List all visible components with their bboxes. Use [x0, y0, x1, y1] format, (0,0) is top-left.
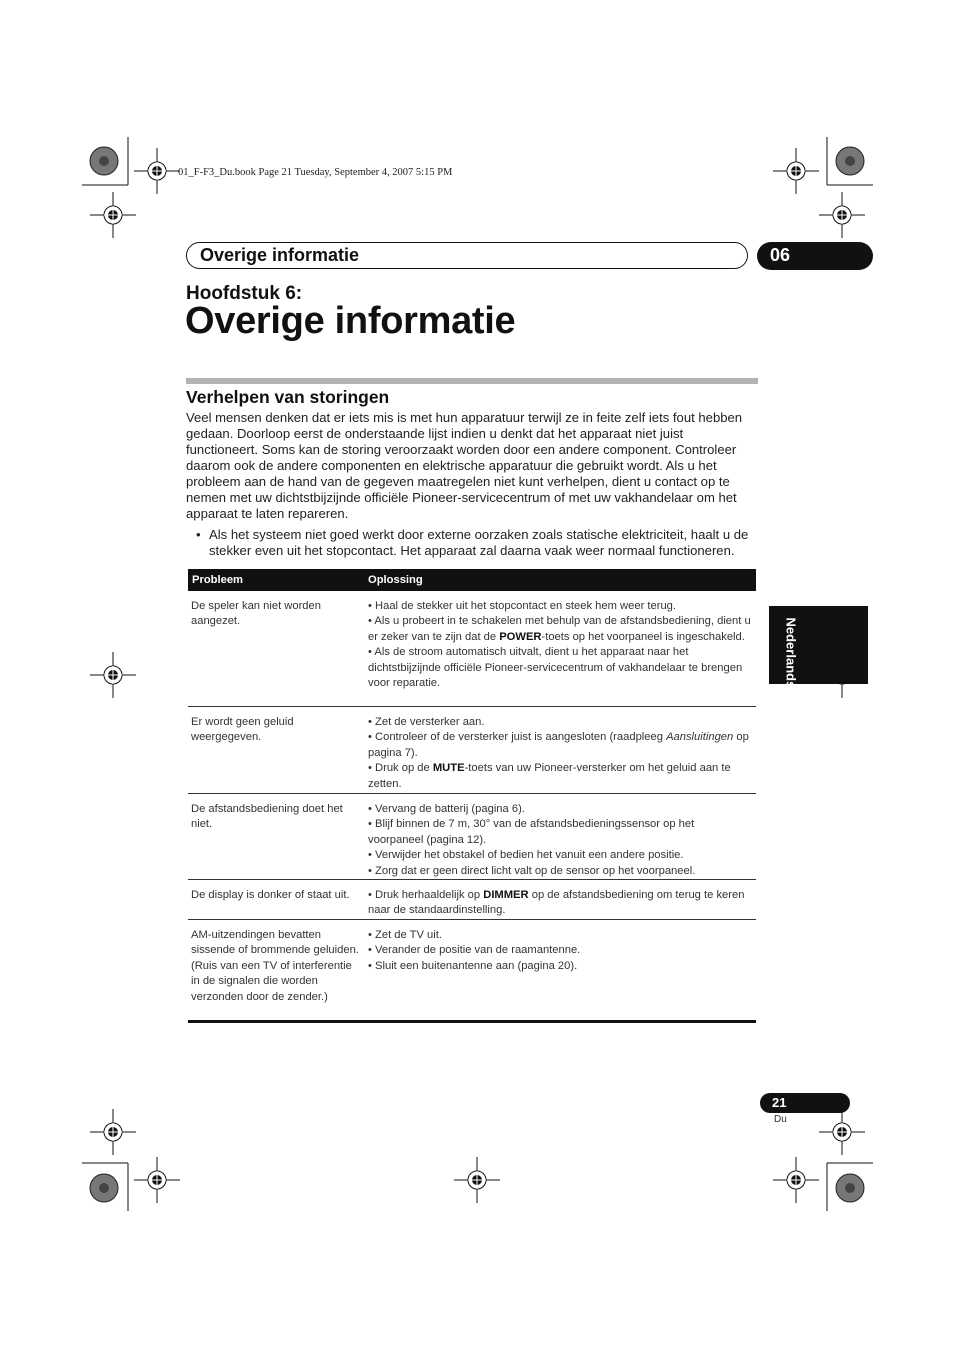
- solution-item: • Haal de stekker uit het stopcontact en steek hem weer terug.: [368, 600, 677, 612]
- solution-cell: [365, 715, 756, 793]
- intro-line: gedaan. Doorloop eerst de onderstaande lijst indien u denkt dat het apparaat niet juist: [186, 426, 684, 441]
- solution-item: • Zet de TV uit.: [368, 929, 442, 941]
- solution-item: • Blijf binnen de 7 m, 30° van de afstandsbedieningssensor op het voorpaneel (pagina 12).: [368, 818, 695, 846]
- table-row: [188, 920, 756, 1023]
- page-number: 21: [772, 1095, 787, 1110]
- intro-line: daarom ook de andere componenten en elektrische apparatuur die gebruikt wordt. Als u het: [186, 458, 717, 473]
- section-heading: Verhelpen van storingen: [186, 387, 390, 407]
- running-header-title: Overige informatie: [200, 245, 360, 265]
- solution-item: • Als u probeert in te schakelen met behulp van de afstandsbediening, dient u er zeker van te zijn dat de POWER-toets op het voorpaneel is ingeschakeld.: [368, 615, 751, 643]
- solution-item: • Verwijder het obstakel of bedien het vanuit een andere positie.: [368, 849, 684, 862]
- solution-cell: [365, 888, 756, 919]
- reference-title: Aansluitingen: [666, 731, 734, 744]
- solution-item: • Controleer of de versterker juist is aangesloten (raadpleeg Aansluitingen op pagina 7).: [368, 731, 749, 759]
- bullet-note: [196, 527, 758, 559]
- chapter-number: 06: [770, 245, 791, 265]
- solution-item: • Sluit een buitenantenne aan (pagina 20).: [368, 959, 578, 972]
- chapter-label: Hoofdstuk 6:: [186, 283, 303, 304]
- intro-paragraph: [186, 410, 758, 522]
- column-header-problem: Probleem: [192, 574, 243, 586]
- problem-cell: De display is donker of staat uit.: [191, 889, 350, 901]
- solution-item: • Zorg dat er geen direct licht valt op de sensor op het voorpaneel.: [368, 864, 696, 877]
- key-label: POWER: [499, 630, 542, 643]
- language-label: Nederlands: [783, 617, 799, 689]
- solution-cell: [365, 802, 756, 879]
- table-row: [188, 707, 756, 794]
- table-row: [188, 591, 756, 707]
- table-row: [188, 880, 756, 920]
- section-divider: [186, 378, 758, 384]
- solution-item: • Zet de versterker aan.: [368, 716, 485, 728]
- bullet-dot-icon: •: [196, 527, 201, 542]
- bullet-line: Als het systeem niet goed werkt door externe oorzaken zoals statische elektriciteit, haalt u de: [209, 527, 749, 542]
- table-header: [188, 569, 756, 591]
- bullet-line: stekker even uit het stopcontact. Het apparaat zal daarna vaak weer normaal functioneren.: [209, 543, 735, 558]
- solution-cell: [365, 599, 756, 706]
- column-header-solution: Oplossing: [368, 574, 423, 586]
- intro-line: Veel mensen denken dat er iets mis is met hun apparatuur terwijl ze in feite zelf iets fout hebben: [186, 410, 743, 425]
- page-language-code: Du: [774, 1114, 787, 1125]
- book-meta-line: 01_F-F3_Du.book Page 21 Tuesday, September 4, 2007 5:15 PM: [178, 167, 453, 178]
- solution-item: • Vervang de batterij (pagina 6).: [368, 803, 525, 815]
- solution-item: • Verander de positie van de raamantenne.: [368, 944, 581, 957]
- solution-cell: [365, 928, 756, 1020]
- intro-line: probleem aan de hand van de gegeven maatregelen niet kunt verhelpen, dient u contact op te: [186, 474, 730, 489]
- problem-cell: Er wordt geen geluid weergegeven.: [191, 716, 294, 744]
- problem-cell: De speler kan niet worden aangezet.: [191, 600, 321, 628]
- table-row: [188, 794, 756, 880]
- intro-line: functioneert. Soms kan de storing veroorzaakt worden door een andere component. Controleer: [186, 442, 737, 457]
- page-title: Overige informatie: [185, 300, 516, 342]
- intro-line: apparaat te laten repareren.: [186, 506, 349, 521]
- problem-cell: AM-uitzendingen bevatten sissende of brommende geluiden. (Ruis van een TV of interferentie in de signalen die worden verzonden door de zender.): [191, 929, 359, 1003]
- key-label: DIMMER: [483, 889, 529, 901]
- solution-item: • Als de stroom automatisch uitvalt, dient u het apparaat naar het dichtstbijzijnde officiële Pioneer-servicecentrum of vakhandelaar te brengen voor reparatie.: [368, 646, 743, 690]
- intro-line: nemen met uw dichtstbijzijnde officiële Pioneer-servicecentrum of met uw vakhandelaar om het: [186, 490, 737, 505]
- solution-item: • Druk op de MUTE-toets van uw Pioneer-versterker om het geluid aan te zetten.: [368, 762, 731, 790]
- troubleshooting-table: [188, 569, 756, 1023]
- solution-item: • Druk herhaaldelijk op DIMMER op de afstandsbediening om terug te keren naar de standaardinstelling.: [368, 889, 745, 917]
- key-label: MUTE: [432, 762, 465, 775]
- problem-cell: De afstandsbediening doet het niet.: [191, 803, 343, 831]
